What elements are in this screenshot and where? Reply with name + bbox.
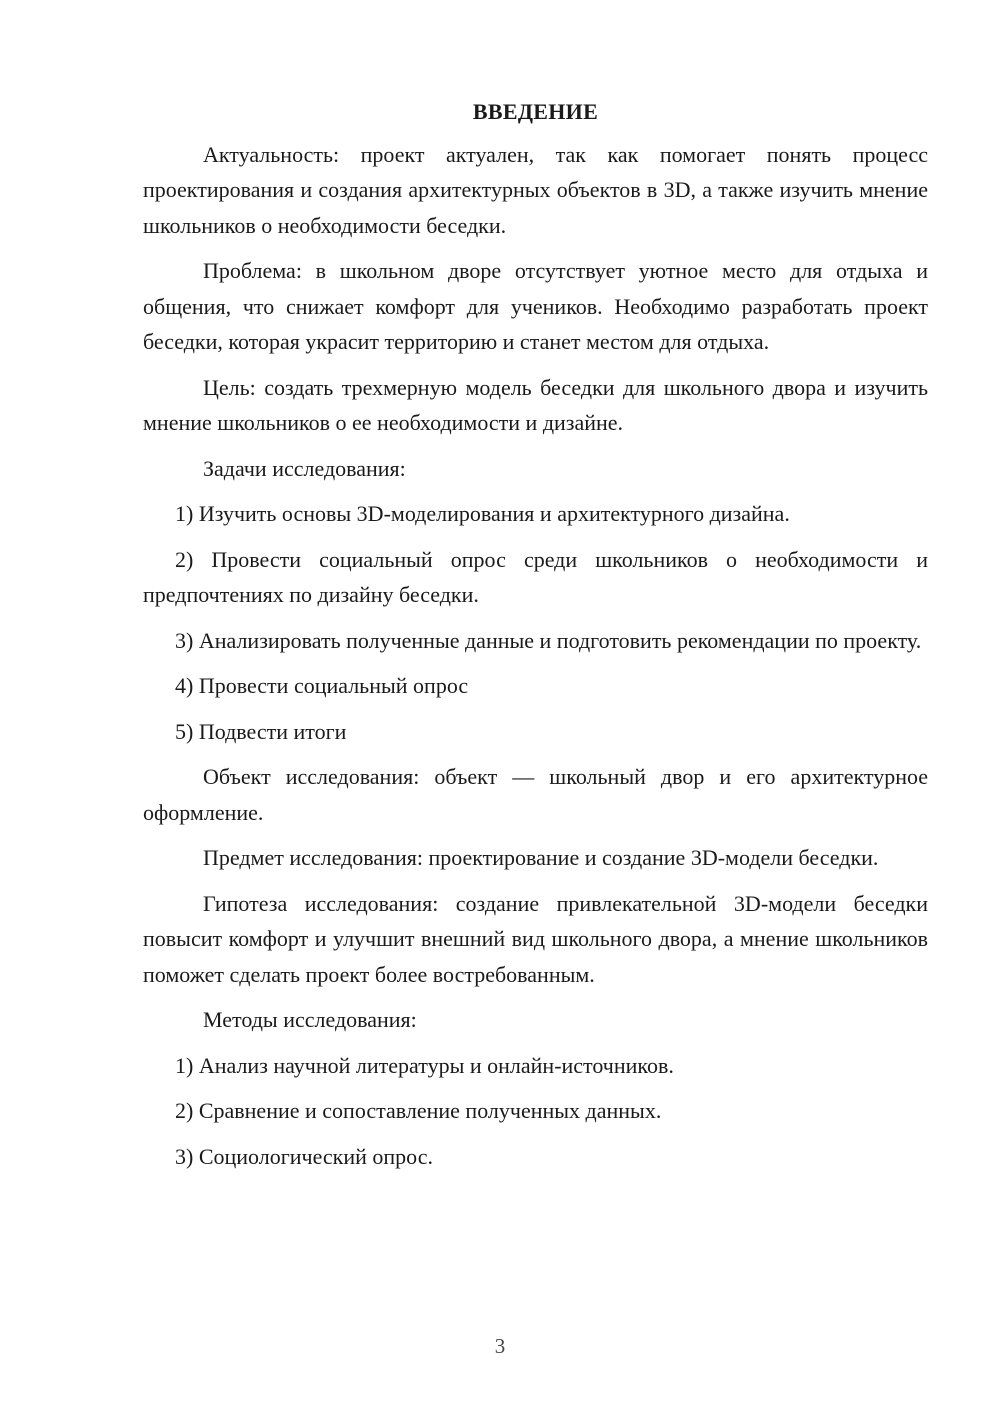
problem-paragraph: Проблема: в школьном дворе отсутствует уютное место для отдыха и общения, что снижает комфорт для учеников. Необходимо разработать проект беседки, которая украсит территорию и станет местом для отдыха.: [143, 258, 928, 354]
task-item: 4) Провести социальный опрос: [175, 673, 469, 698]
subject-paragraph: Предмет исследования: проектирование и создание 3D-модели беседки.: [203, 845, 879, 870]
method-item: 1) Анализ научной литературы и онлайн-источников.: [175, 1052, 674, 1078]
section-title: ВВЕДЕНИЕ: [472, 99, 599, 124]
task-item: 5) Подвести итоги: [175, 718, 347, 744]
task-item: 1) Изучить основы 3D-моделирования и архитектурного дизайна.: [175, 501, 790, 526]
object-paragraph: Объект исследования: объект — школьный двор и его архитектурное оформление.: [143, 764, 928, 825]
methods-heading: Методы исследования:: [203, 1007, 417, 1032]
task-item: 3) Анализировать полученные данные и подготовить рекомендации по проекту.: [175, 627, 922, 653]
page-number: 3: [494, 1334, 506, 1358]
tasks-heading: Задачи исследования:: [203, 455, 406, 481]
goal-paragraph: Цель: создать трехмерную модель беседки для школьного двора и изучить мнение школьников о ее необходимости и дизайне.: [143, 374, 928, 435]
relevance-paragraph: Актуальность: проект актуален, так как помогает понять процесс проектирования и создания архитектурных объектов в 3D, а также изучить мнение школьников о необходимости беседки.: [143, 141, 928, 238]
document-page: [143, 94, 928, 1184]
method-item: 2) Сравнение и сопоставление полученных данных.: [175, 1098, 662, 1123]
hypothesis-paragraph: Гипотеза исследования: создание привлекательной 3D-модели беседки повысит комфорт и улучшит внешний вид школьного двора, а мнение школьников поможет сделать проект более востребованным.: [143, 890, 928, 987]
task-item: 2) Провести социальный опрос среди школьников о необходимости и предпочтениях по дизайну беседки.: [143, 546, 928, 607]
method-item: 3) Социологический опрос.: [175, 1143, 433, 1169]
